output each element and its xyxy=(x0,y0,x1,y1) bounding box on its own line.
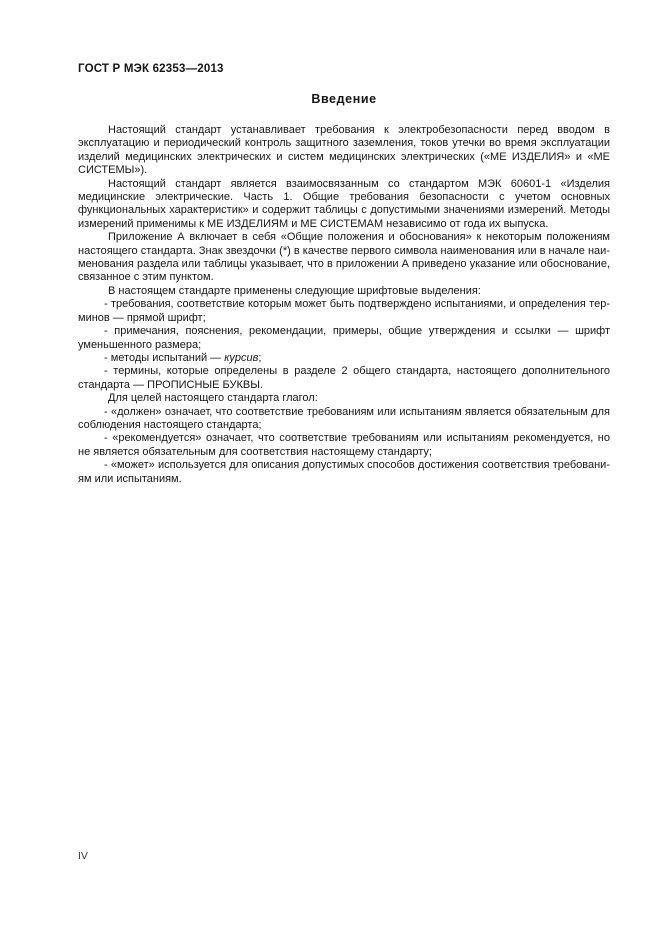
intro-paragraph-font-conventions-lead xyxy=(78,285,610,298)
text-run: - термины, которые определены в разделе 2 общего стандарта, настоящего дополнительного стандарта — ПРОПИСНЫЕ БУКВЫ. xyxy=(78,365,610,391)
list-item-verb-dolzhen xyxy=(78,406,610,433)
text-run: В настоящем стандарте применены следующие шрифтовые выделения: xyxy=(108,284,481,297)
text-run: курсив xyxy=(224,351,259,364)
list-item-test-methods-italic xyxy=(78,352,610,365)
list-item-notes-smaller-font xyxy=(78,325,610,352)
page-number: IV xyxy=(78,850,88,862)
intro-paragraph-related-standard xyxy=(78,178,610,232)
text-run: Настоящий стандарт является взаимосвязанным со стандартом МЭК 60601-1 «Изделия медицинские электрические. Часть 1. Общие требования безопасности с учетом основных функциональных характеристик» и содержит таблицы с допустимыми значениями измерений. Методы измерений применимы к МЕ ИЗДЕЛИЯМ и МЕ СИСТЕМАМ независимо от года их выпуска. xyxy=(78,177,610,230)
intro-paragraph-verbs-lead xyxy=(78,392,610,405)
document-code: ГОСТ Р МЭК 62353—2013 xyxy=(78,63,224,75)
list-item-verb-mozhet xyxy=(78,459,610,486)
text-run: - требования, соответствие которым может быть подтверждено испытаниями, и определения терминов — прямой шрифт; xyxy=(78,298,610,324)
list-item-requirements-upright-font xyxy=(78,298,610,325)
text-run: - «рекомендуется» означает, что соответствие требованиям или испытаниям рекомендуется, но не является обязательным для соответствия настоящему стандарту; xyxy=(78,432,610,458)
text-run: Приложение А включает в себя «Общие положения и обоснования» к некоторым положениям настоящего стандарта. Знак звездочки (*) в качестве первого символа наименования или в начале наименования раздела или таблицы указывает, что в приложении А приведено указание или обоснование, связанное с этим пунктом. xyxy=(78,231,610,284)
list-item-terms-capitals xyxy=(78,365,610,392)
text-run: - «должен» означает, что соответствие требованиям или испытаниям является обязательным для соблюдения настоящего стандарта; xyxy=(78,405,610,431)
list-item-verb-rekomenduetsya xyxy=(78,432,610,459)
text-run: - методы испытаний — xyxy=(104,351,225,364)
page-title: Введение xyxy=(311,92,377,106)
document-body xyxy=(78,124,610,486)
text-run: Настоящий стандарт устанавливает требования к электробезопасности перед вводом в эксплуатацию и периодический контроль защитного заземления, токов утечки во время эксплуатации изделий медицинских электрических и систем медицинских электрических («МЕ ИЗДЕЛИЯ» и «МЕ СИСТЕМЫ»). xyxy=(78,124,610,177)
text-run: - примечания, пояснения, рекомендации, примеры, общие утверждения и ссылки — шрифт уменьшенного размера; xyxy=(78,325,610,351)
text-run: - «может» используется для описания допустимых способов достижения соответствия требованиям или испытаниям. xyxy=(78,459,610,485)
intro-paragraph-scope xyxy=(78,124,610,178)
text-run: ; xyxy=(258,351,262,364)
text-run: Для целей настоящего стандарта глагол: xyxy=(108,392,318,405)
intro-paragraph-annex-a xyxy=(78,231,610,285)
